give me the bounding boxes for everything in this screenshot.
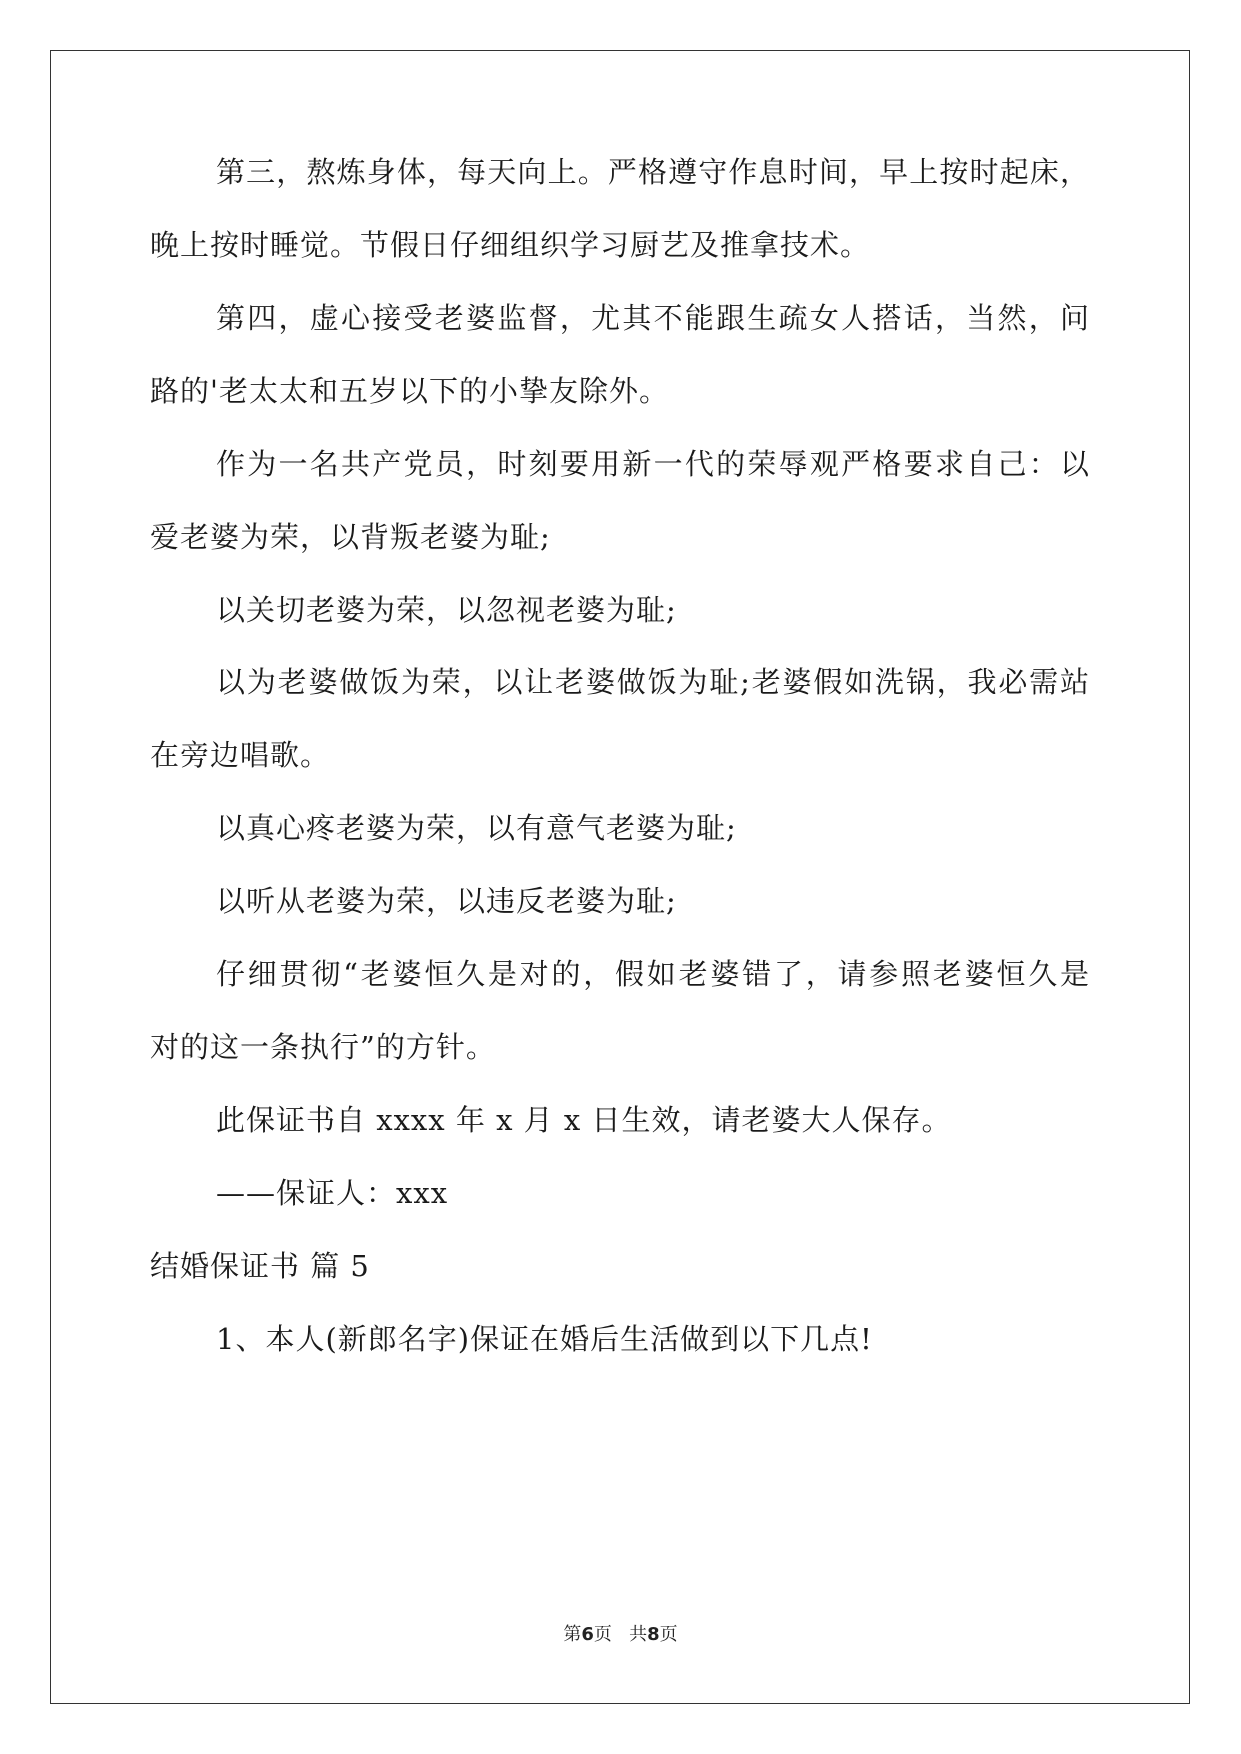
signature-line: ——保证人：xxx [216, 1176, 449, 1210]
paragraph-line: 路的'老太太和五岁以下的小挚友除外。 [150, 374, 669, 408]
paragraph-line: 1、本人(新郎名字)保证在婚后生活做到以下几点! [216, 1322, 873, 1356]
paragraph-line: 第三，熬炼身体，每天向上。严格遵守作息时间，早上按时起床， [216, 155, 1090, 189]
paragraph-line: 对的这一条执行”的方针。 [150, 1030, 496, 1064]
section-heading: 结婚保证书 篇 5 [150, 1249, 370, 1283]
paragraph-line: 在旁边唱歌。 [150, 738, 331, 772]
paragraph-line: 第四，虚心接受老婆监督，尤其不能跟生疏女人搭话，当然，问 [216, 301, 1090, 335]
paragraph-line: 爱老婆为荣，以背叛老婆为耻; [150, 520, 551, 554]
paragraph-line: 以为老婆做饭为荣，以让老婆做饭为耻;老婆假如洗锅，我必需站 [216, 665, 1090, 699]
total-page-number: 8 [647, 1624, 660, 1645]
current-page-number: 6 [581, 1624, 594, 1645]
footer-prefix: 第 [563, 1624, 582, 1645]
paragraph-line: 以听从老婆为荣，以违反老婆为耻; [216, 884, 677, 918]
paragraph-line: 晚上按时睡觉。节假日仔细组织学习厨艺及推拿技术。 [150, 228, 871, 262]
footer-mid: 页 共 [593, 1624, 648, 1645]
page-footer [0, 1620, 1241, 1646]
paragraph-line: 仔细贯彻“老婆恒久是对的，假如老婆错了，请参照老婆恒久是 [216, 957, 1090, 991]
footer-suffix: 页 [659, 1624, 678, 1645]
paragraph-line: 以关切老婆为荣，以忽视老婆为耻; [216, 593, 677, 627]
paragraph-line: 此保证书自 xxxx 年 x 月 x 日生效，请老婆大人保存。 [216, 1103, 952, 1137]
paragraph-line: 以真心疼老婆为荣，以有意气老婆为耻; [216, 811, 737, 845]
paragraph-line: 作为一名共产党员，时刻要用新一代的荣辱观严格要求自己：以 [216, 447, 1090, 481]
